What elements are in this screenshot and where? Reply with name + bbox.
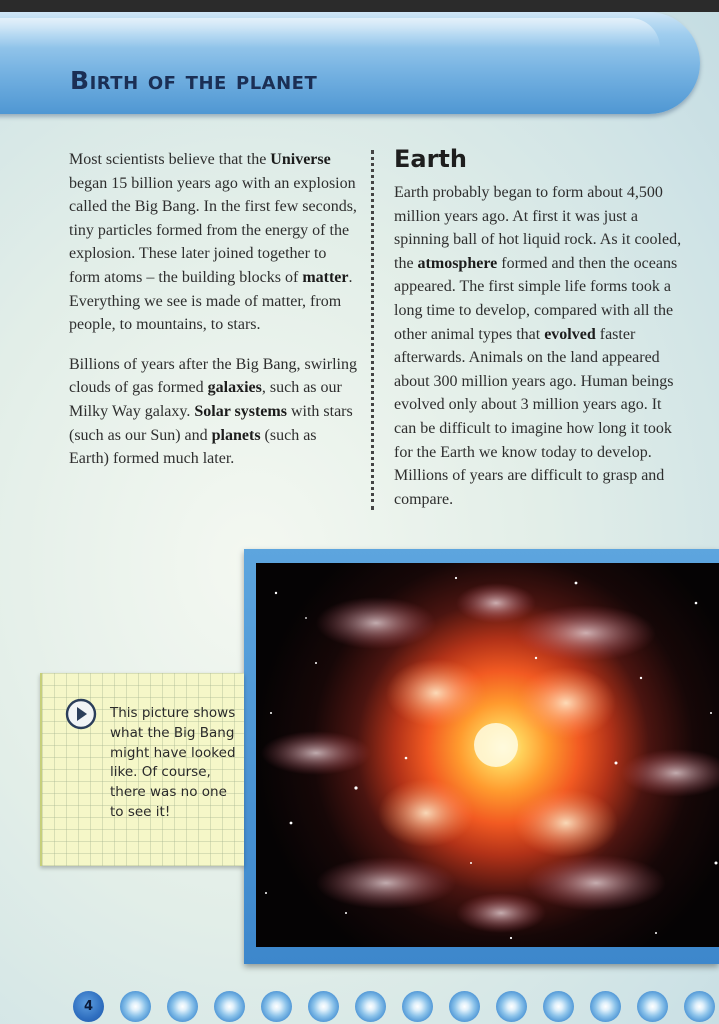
galaxies-paragraph: Billions of years after the Big Bang, swirling clouds of gas formed galaxies, such as our Milky Way galaxy. Solar systems with stars (such as our Sun) and planets (such as Earth) formed much later. — [69, 355, 357, 468]
core-glow — [474, 723, 518, 767]
term-evolved: evolved — [544, 325, 596, 343]
earth-heading: Earth — [394, 145, 467, 173]
term-solar-systems: Solar systems — [194, 402, 287, 420]
earth-paragraph: Earth probably began to form about 4,500 million years ago. At first it was just a spinning ball of hot liquid rock. As it cooled, the atmosphere formed and then the oceans appeared. The first simple life forms took a long time to develop, compared with all the other animal types that evolved faster afterwards. Animals on the land appeared about 300 million years ago. Human beings evolved only about 3 million years ago. It can be difficult to imagine how long it took for the Earth we know today to develop. Millions of years are difficult to grasp and compare. — [394, 184, 682, 508]
big-bang-artwork — [256, 563, 719, 947]
page-title: Birth of the planet — [70, 66, 318, 95]
column-divider — [371, 150, 374, 510]
footer-dot — [637, 991, 668, 1022]
term-matter: matter — [302, 268, 349, 286]
footer-dot — [449, 991, 480, 1022]
footer-dot — [355, 991, 386, 1022]
footer-dot — [308, 991, 339, 1022]
footer-dot — [261, 991, 292, 1022]
footer-dots — [0, 985, 719, 1024]
footer-dot — [684, 991, 715, 1022]
footer-dot — [120, 991, 151, 1022]
big-bang-photo-frame — [244, 549, 719, 964]
big-bang-illustration — [256, 563, 719, 947]
top-edge-strip — [0, 0, 719, 12]
left-column — [69, 148, 359, 487]
right-column — [394, 145, 684, 511]
footer-dot — [543, 991, 574, 1022]
term-universe: Universe — [270, 151, 331, 168]
term-atmosphere: atmosphere — [417, 254, 498, 272]
footer-dot — [167, 991, 198, 1022]
footer-dot — [214, 991, 245, 1022]
caption-text: This picture shows what the Big Bang might have looked like. Of course, there was no one to see it! — [110, 705, 236, 820]
page-number: 4 — [73, 991, 104, 1022]
arrow-right-circle-icon — [65, 698, 97, 730]
intro-paragraph: Most scientists believe that the Universe began 15 billion years ago with an explosion called the Big Bang. In the first few seconds, tiny particles formed from the energy of the explosion. These later joined together to form atoms – the building blocks of matter. Everything we see is made of matter, from people, to mountains, to stars. — [69, 151, 357, 334]
footer-dot — [496, 991, 527, 1022]
caption-box — [40, 673, 244, 866]
title-banner — [0, 12, 700, 114]
term-galaxies: galaxies — [207, 379, 262, 397]
footer-dot — [590, 991, 621, 1022]
term-planets: planets — [211, 426, 261, 444]
footer-dot — [402, 991, 433, 1022]
